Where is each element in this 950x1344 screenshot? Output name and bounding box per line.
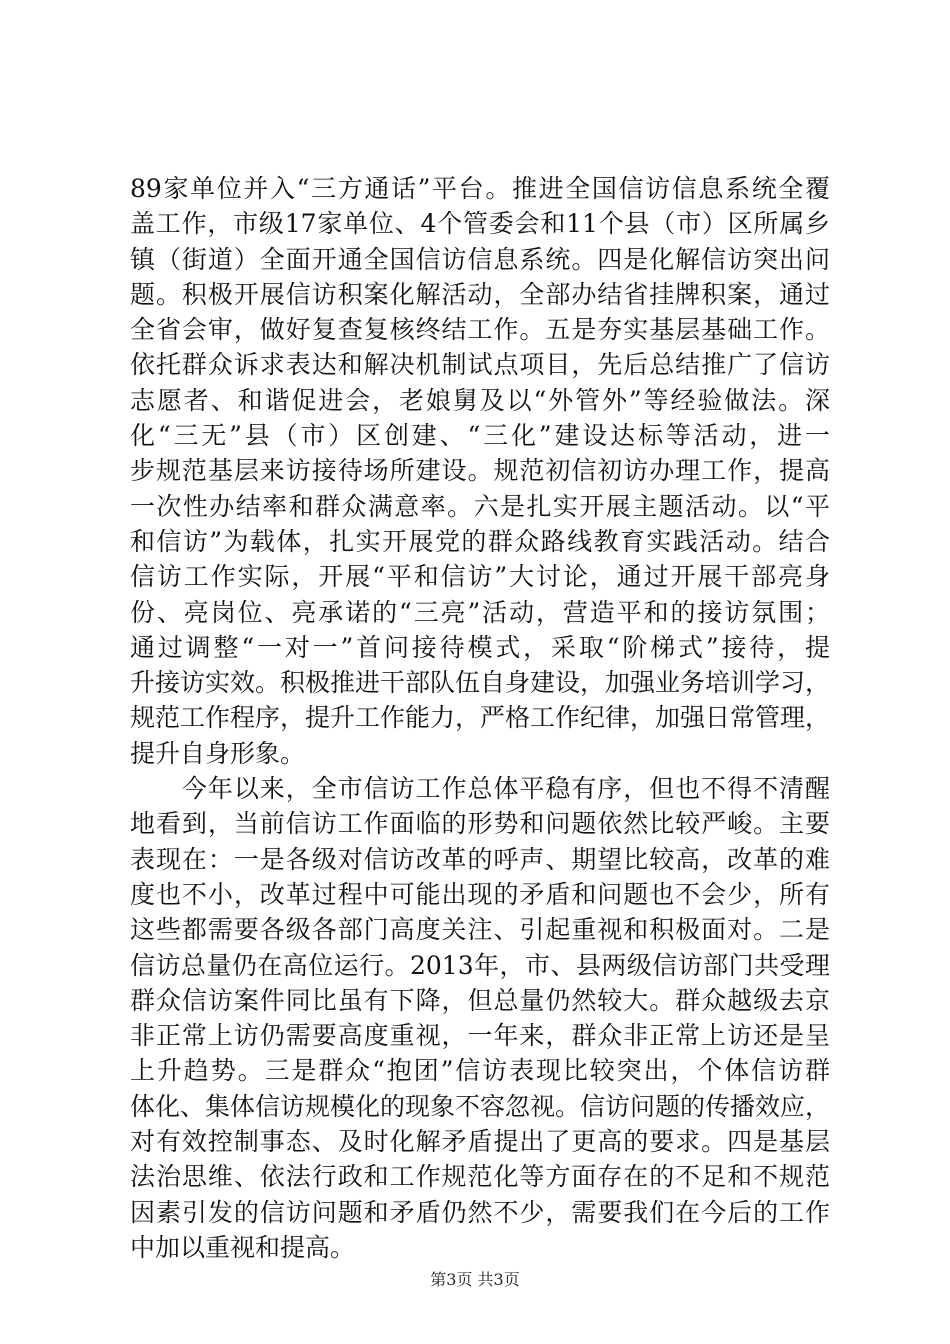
text-line: 信访工作实际，开展“平和信访”大讨论，通过开展干部亮身 bbox=[130, 562, 830, 592]
text-line: 度也不小，改革过程中可能出现的矛盾和问题也不会少，所有 bbox=[130, 879, 830, 909]
text-line: 今年以来，全市信访工作总体平稳有序，但也不得不清醒 bbox=[130, 774, 830, 804]
text-line: 上升趋势。三是群众“抱团”信访表现比较突出，个体信访群 bbox=[130, 1056, 830, 1086]
page-footer: 第3页 共3页 bbox=[430, 1270, 520, 1289]
text-line: 信访总量仍在高位运行。2013年，市、县两级信访部门共受理 bbox=[130, 950, 830, 980]
text-line: 志愿者、和谐促进会，老娘舅及以“外管外”等经验做法。深 bbox=[130, 385, 830, 415]
text-line: 表现在：一是各级对信访改革的呼声、期望比较高，改革的难 bbox=[130, 844, 830, 874]
text-line: 因素引发的信访问题和矛盾仍然不少，需要我们在今后的工作 bbox=[130, 1197, 830, 1227]
text-line: 非正常上访仍需要高度重视，一年来，群众非正常上访还是呈 bbox=[130, 1021, 830, 1051]
text-line: 对有效控制事态、及时化解矛盾提出了更高的要求。四是基层 bbox=[130, 1127, 830, 1157]
text-line: 中加以重视和提高。 bbox=[130, 1232, 356, 1262]
document-body bbox=[130, 171, 830, 1265]
text-line: 镇（街道）全面开通全国信访信息系统。四是化解信访突出问 bbox=[130, 244, 830, 274]
text-line: 89家单位并入“三方通话”平台。推进全国信访信息系统全覆 bbox=[130, 174, 830, 203]
text-line: 提升自身形象。 bbox=[130, 738, 306, 768]
text-line: 题。积极开展信访积案化解活动，全部办结省挂牌积案，通过 bbox=[130, 279, 830, 309]
text-line: 这些都需要各级各部门高度关注、引起重视和积极面对。二是 bbox=[130, 915, 830, 945]
text-line: 体化、集体信访规模化的现象不容忽视。信访问题的传播效应， bbox=[130, 1091, 831, 1121]
text-line: 化“三无”县（市）区创建、“三化”建设达标等活动，进一 bbox=[130, 421, 830, 451]
text-line: 规范工作程序，提升工作能力，严格工作纪律，加强日常管理， bbox=[130, 703, 831, 733]
text-line: 全省会审，做好复查复核终结工作。五是夯实基层基础工作。 bbox=[130, 315, 830, 345]
text-line: 法治思维、依法行政和工作规范化等方面存在的不足和不规范 bbox=[130, 1162, 830, 1192]
text-line: 依托群众诉求表达和解决机制试点项目，先后总结推广了信访 bbox=[130, 350, 830, 380]
text-line: 地看到，当前信访工作面临的形势和问题依然比较严峻。主要 bbox=[130, 809, 830, 839]
text-line: 盖工作，市级17家单位、4个管委会和11个县（市）区所属乡 bbox=[130, 209, 830, 239]
text-line: 和信访”为载体，扎实开展党的群众路线教育实践活动。结合 bbox=[130, 526, 830, 556]
text-line: 步规范基层来访接待场所建设。规范初信初访办理工作，提高 bbox=[130, 456, 830, 486]
text-line: 升接访实效。积极推进干部队伍自身建设，加强业务培训学习， bbox=[130, 668, 831, 698]
text-line: 一次性办结率和群众满意率。六是扎实开展主题活动。以“平 bbox=[130, 491, 830, 521]
text-line: 份、亮岗位、亮承诺的“三亮”活动，营造平和的接访氛围； bbox=[130, 597, 830, 627]
text-line: 群众信访案件同比虽有下降，但总量仍然较大。群众越级去京 bbox=[130, 985, 830, 1015]
text-line: 通过调整“一对一”首问接待模式，采取“阶梯式”接待，提 bbox=[130, 632, 830, 662]
